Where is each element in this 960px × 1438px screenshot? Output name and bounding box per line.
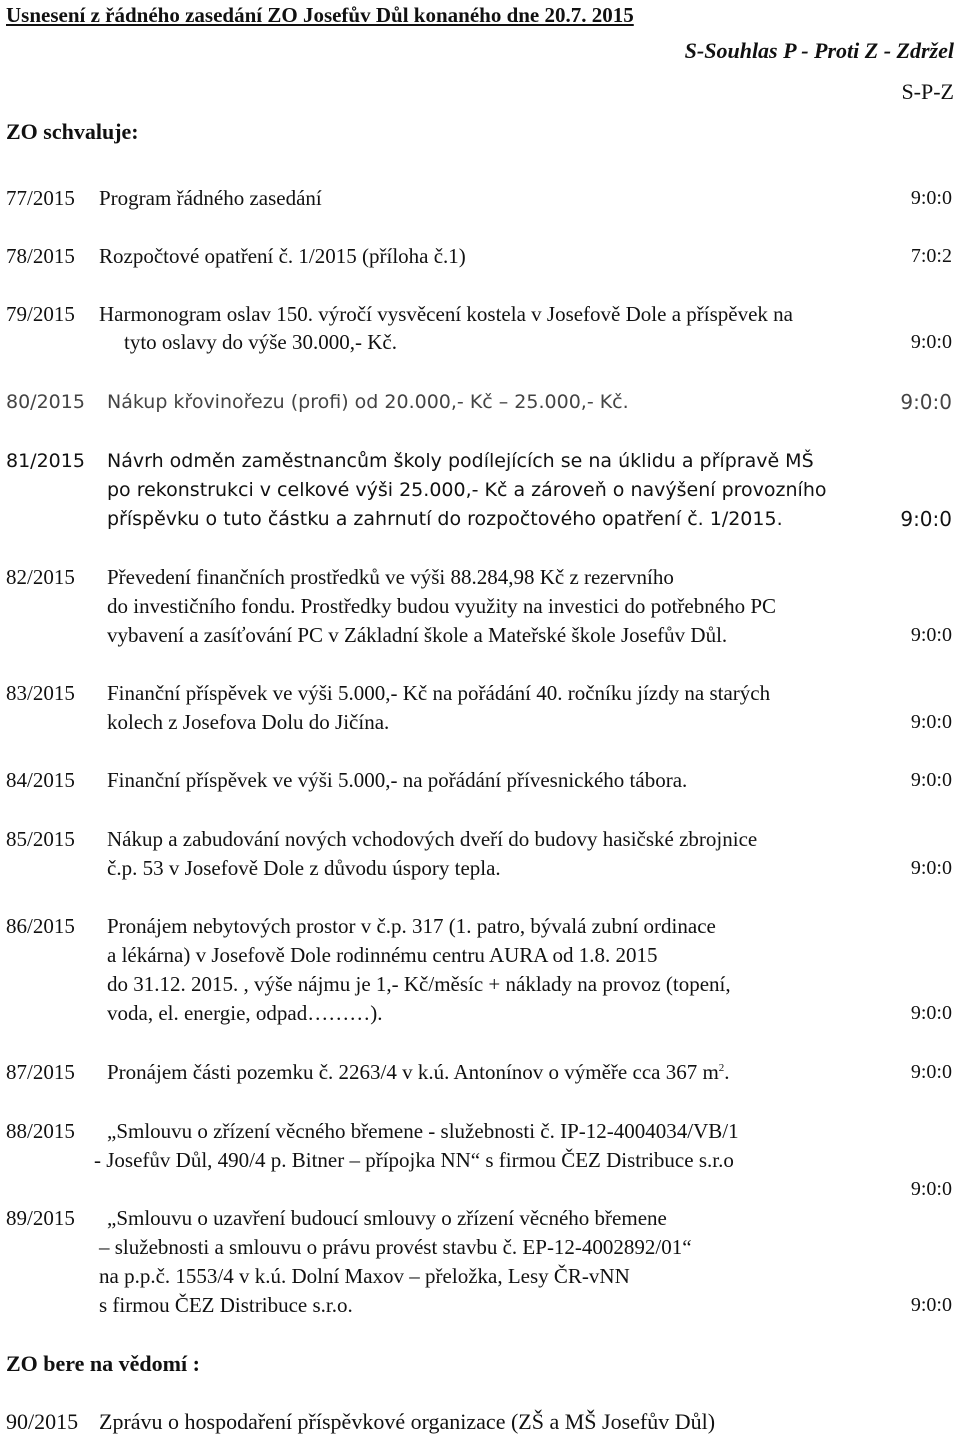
resolution-number: 84/2015 xyxy=(6,768,75,792)
resolution-text: Návrh odměn zaměstnancům školy podílejících se na úklidu a přípravě MŠ xyxy=(107,450,814,472)
resolution-number: 80/2015 xyxy=(6,391,85,413)
resolution-text: voda, el. energie, odpad………). xyxy=(107,1001,383,1025)
vote-result: 9:0:0 xyxy=(910,1178,952,1200)
vote-abbreviation: S-P-Z xyxy=(901,79,954,104)
resolution-text: „Smlouvu o uzavření budoucí smlouvy o zřízení věcného břemene xyxy=(107,1206,667,1230)
vote-result: 9:0:0 xyxy=(910,1002,952,1024)
resolution-text: Finanční příspěvek ve výši 5.000,- Kč na pořádání 40. ročníku jízdy na starých xyxy=(107,681,771,705)
resolution-text: do 31.12. 2015. , výše nájmu je 1,- Kč/měsíc + náklady na provoz (topení, xyxy=(107,972,731,996)
resolution-number: 83/2015 xyxy=(6,681,75,705)
vote-result: 7:0:2 xyxy=(910,245,952,267)
vote-legend: S-Souhlas P - Proti Z - Zdržel xyxy=(684,38,954,63)
vote-result: 9:0:0 xyxy=(910,624,952,646)
resolution-text: Harmonogram oslav 150. výročí vysvěcení kostela v Josefově Dole a příspěvek na xyxy=(99,302,793,326)
vote-result: 9:0:0 xyxy=(910,857,952,879)
resolution-number: 86/2015 xyxy=(6,914,75,938)
resolution-text: po rekonstrukci v celkové výši 25.000,- Kč a zároveň o navýšení provozního xyxy=(107,479,827,501)
resolution-text xyxy=(107,1058,730,1087)
resolution-number: 87/2015 xyxy=(6,1060,75,1084)
resolution-text: příspěvku o tuto částku a zahrnutí do rozpočtového opatření č. 1/2015. xyxy=(107,508,783,530)
vote-result: 9:0:0 xyxy=(910,331,952,353)
note-text: Zprávu o hospodaření příspěvkové organizace (ZŠ a MŠ Josefův Důl) xyxy=(99,1409,716,1434)
resolution-text: Pronájem nebytových prostor v č.p. 317 (1. patro, bývalá zubní ordinace xyxy=(107,914,716,938)
resolution-text: č.p. 53 v Josefově Dole z důvodu úspory tepla. xyxy=(107,856,501,880)
note-number: 90/2015 xyxy=(6,1409,79,1434)
resolution-text: Rozpočtové opatření č. 1/2015 (příloha č.1) xyxy=(99,244,466,268)
resolution-text: vybavení a zasíťování PC v Základní škole a Mateřské škole Josefův Důl. xyxy=(107,623,728,647)
resolution-text: na p.p.č. 1553/4 v k.ú. Dolní Maxov – přeložka, Lesy ČR-vNN xyxy=(99,1264,630,1288)
resolution-text: tyto oslavy do výše 30.000,- Kč. xyxy=(124,330,397,354)
document-title: Usnesení z řádného zasedání ZO Josefův Důl konaného dne 20.7. 2015 xyxy=(6,3,634,27)
vote-result: 9:0:0 xyxy=(910,769,952,791)
resolution-number: 85/2015 xyxy=(6,827,75,851)
vote-result: 9:0:0 xyxy=(910,187,952,209)
resolution-text-main: Pronájem části pozemku č. 2263/4 v k.ú. Antonínov o výměře cca 367 m xyxy=(107,1060,719,1084)
resolution-text: s firmou ČEZ Distribuce s.r.o. xyxy=(99,1293,353,1317)
resolution-text: Nákup a zabudování nových vchodových dveří do budovy hasičské zbrojnice xyxy=(107,827,758,851)
resolution-text: Převedení finančních prostředků ve výši 88.284,98 Kč z rezervního xyxy=(107,565,674,589)
section-heading-approves: ZO schvaluje: xyxy=(6,119,139,144)
resolution-text: do investičního fondu. Prostředky budou využity na investici do potřebného PC xyxy=(107,594,777,618)
resolution-number: 77/2015 xyxy=(6,186,75,210)
resolution-number: 89/2015 xyxy=(6,1206,75,1230)
resolution-text: a lékárna) v Josefově Dole rodinnému centru AURA od 1.8. 2015 xyxy=(107,943,658,967)
resolution-text: – služebnosti a smlouvu o právu provést stavbu č. EP-12-4002892/01“ xyxy=(99,1235,692,1259)
resolution-text: kolech z Josefova Dolu do Jičína. xyxy=(107,710,390,734)
resolution-number: 82/2015 xyxy=(6,565,75,589)
vote-result: 9:0:0 xyxy=(910,1294,952,1316)
resolution-text: Finanční příspěvek ve výši 5.000,- na pořádání přívesnického tábora. xyxy=(107,768,688,792)
resolution-number: 81/2015 xyxy=(6,450,85,472)
vote-result: 9:0:0 xyxy=(910,711,952,733)
vote-result: 9:0:0 xyxy=(910,1061,952,1083)
resolution-text: Program řádného zasedání xyxy=(99,186,322,210)
resolution-text: „Smlouvu o zřízení věcného břemene - služebnosti č. IP-12-4004034/VB/1 xyxy=(107,1119,739,1143)
section-heading-notes: ZO bere na vědomí : xyxy=(6,1351,200,1376)
resolution-number: 78/2015 xyxy=(6,244,75,268)
resolution-number: 79/2015 xyxy=(6,302,75,326)
resolution-text: Nákup křovinořezu (profi) od 20.000,- Kč – 25.000,- Kč. xyxy=(107,391,629,413)
resolution-text-end: . xyxy=(724,1060,730,1084)
resolution-text: - Josefův Důl, 490/4 p. Bitner – přípojka NN“ s firmou ČEZ Distribuce s.r.o xyxy=(94,1148,734,1172)
resolution-number: 88/2015 xyxy=(6,1119,75,1143)
vote-result: 9:0:0 xyxy=(900,390,952,414)
vote-result: 9:0:0 xyxy=(900,507,952,531)
superscript-2: 2 xyxy=(718,1062,725,1074)
